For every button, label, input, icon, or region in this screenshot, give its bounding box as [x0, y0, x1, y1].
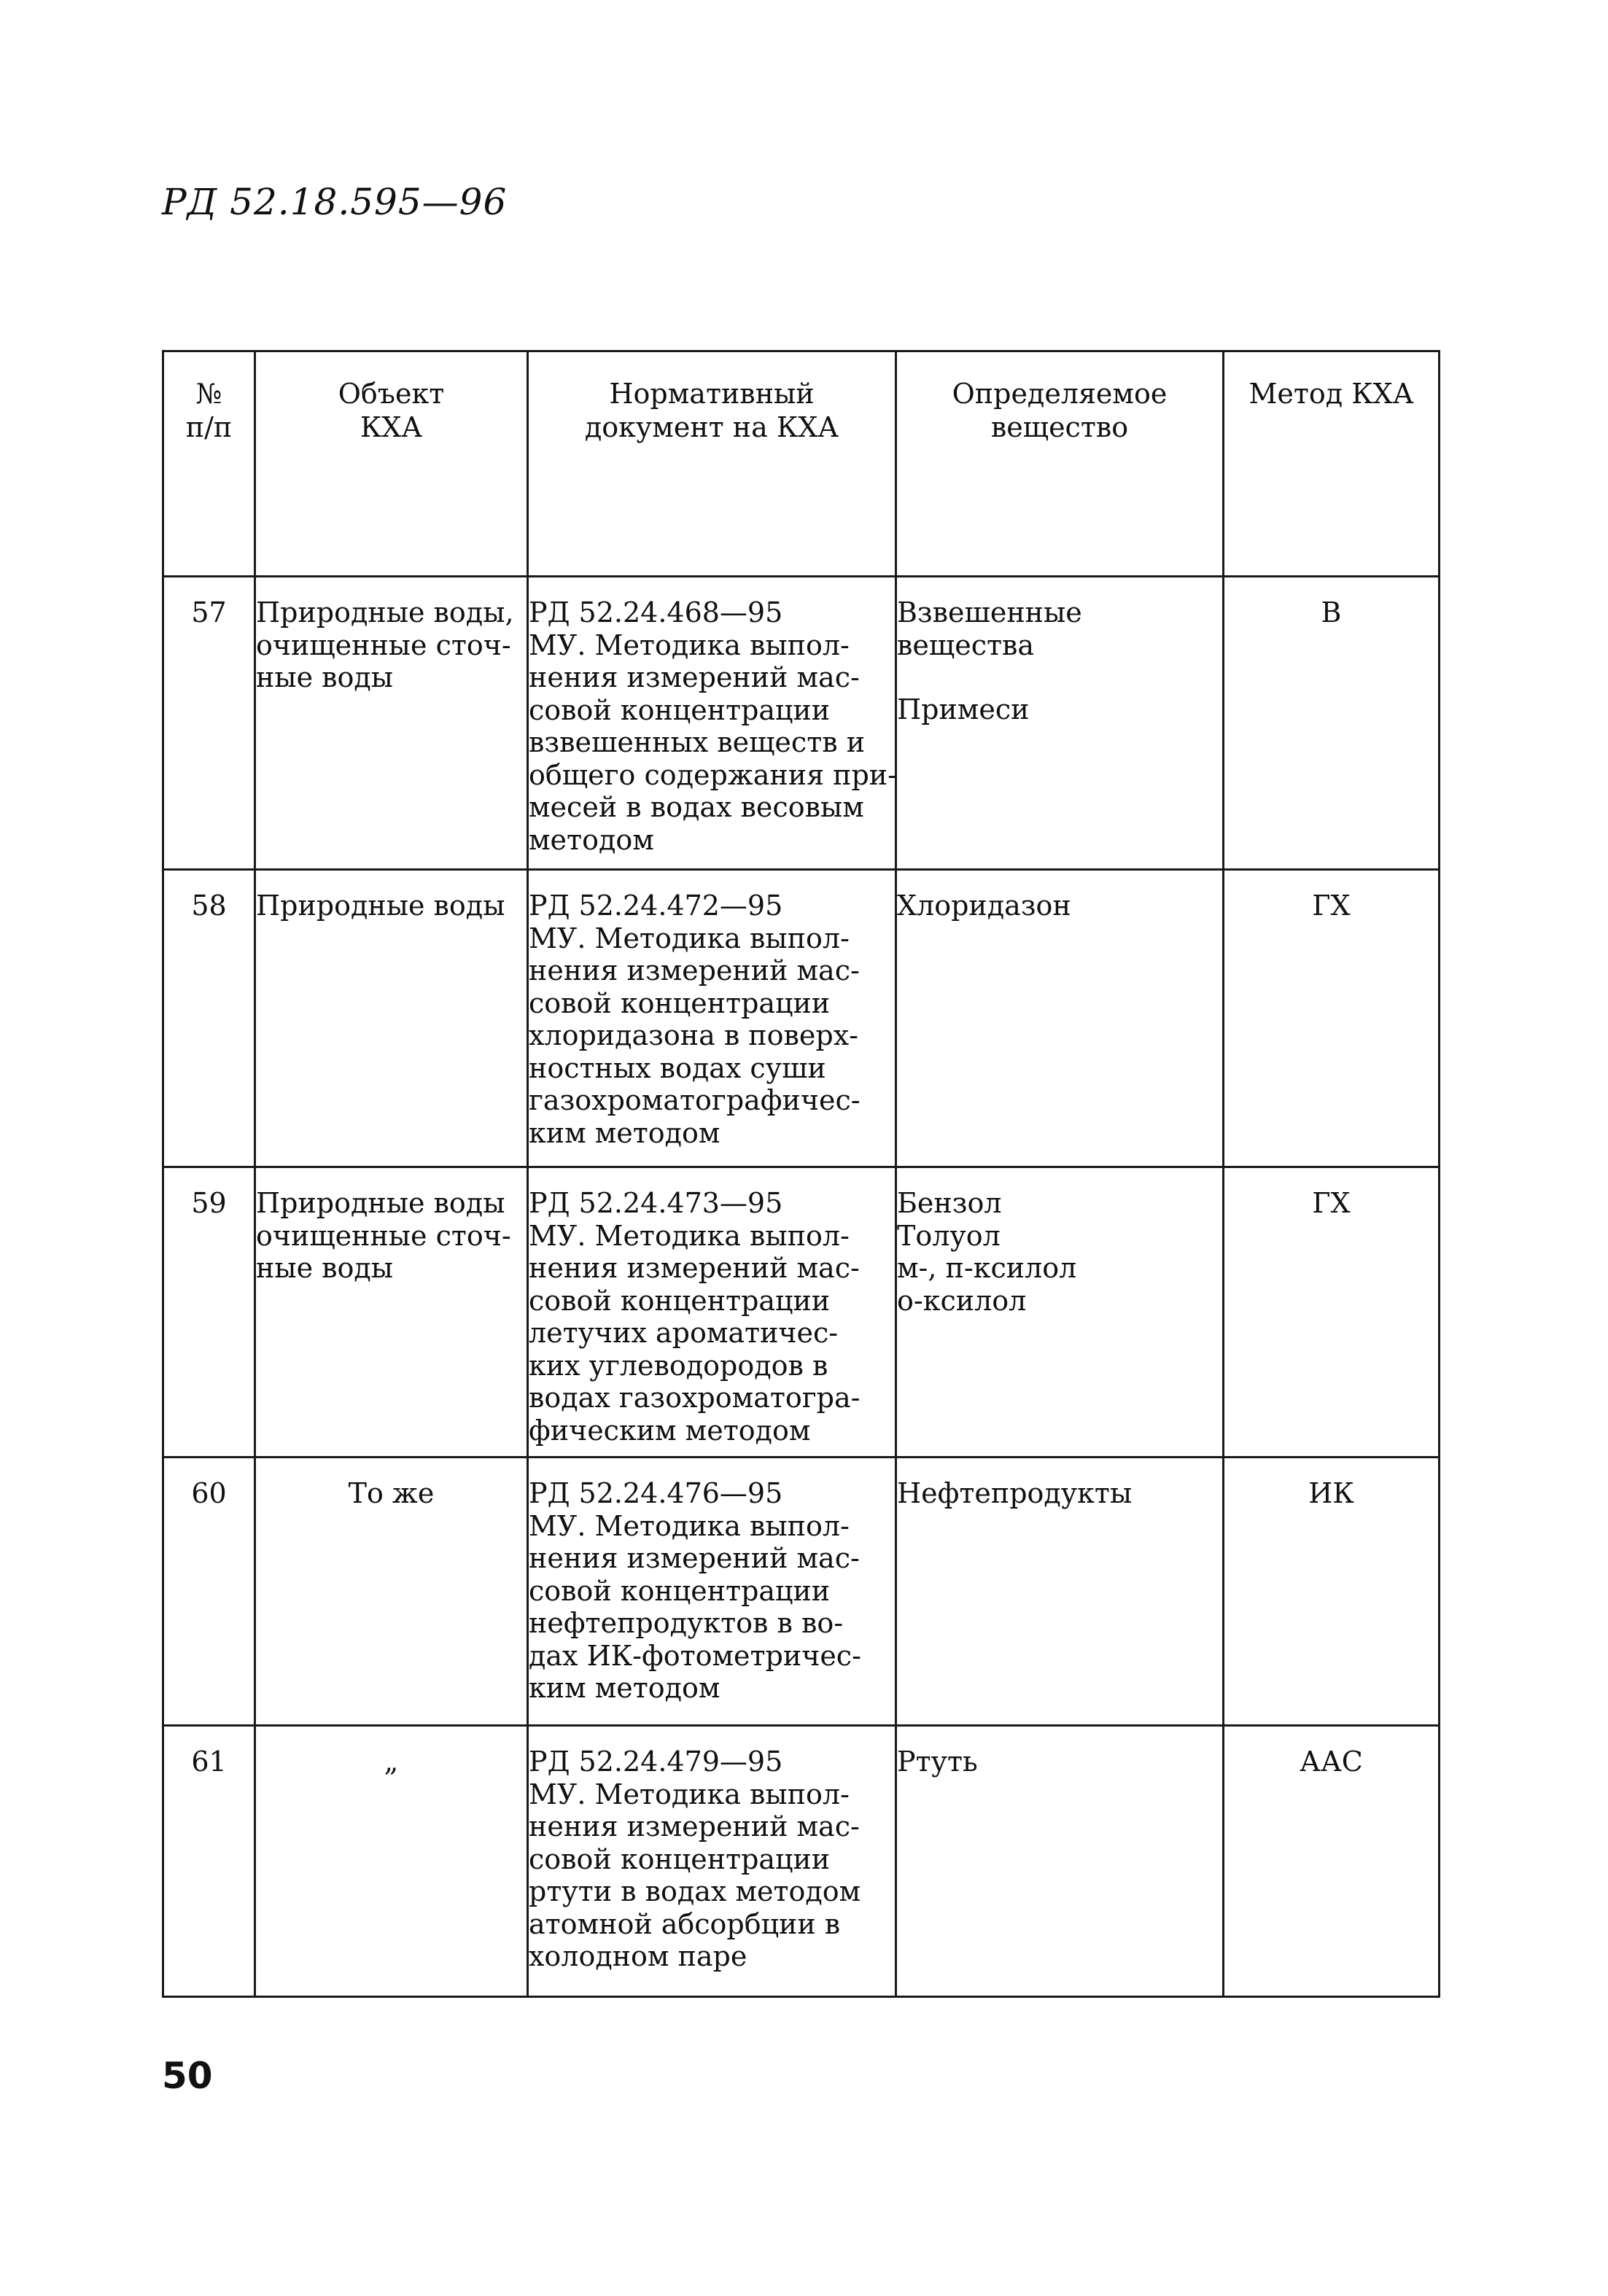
document-line: нения измерений мас-	[529, 1542, 860, 1574]
document-code: РД 52.18.595—96	[162, 181, 508, 223]
table-row	[163, 1726, 1440, 1997]
table-row	[163, 1458, 1440, 1726]
substance-gap	[897, 661, 1222, 693]
object-line: очищенные сточ-	[256, 629, 511, 661]
row-number: 58	[163, 870, 255, 1167]
substance-line: Хлоридазон	[897, 890, 1071, 922]
document-line: МУ. Методика выпол-	[529, 629, 850, 661]
header-num-line: №	[195, 378, 222, 410]
object-line: Природные воды	[256, 890, 505, 922]
document-line: нения измерений мас-	[529, 661, 860, 693]
document-line: совой концентрации	[529, 1842, 831, 1875]
substance-line: Примеси	[897, 693, 1030, 725]
row-document	[528, 1167, 896, 1458]
substance-line: Бензол	[897, 1187, 1002, 1219]
row-number: 57	[163, 577, 255, 870]
document-line: нения измерений мас-	[529, 954, 860, 986]
row-substance	[896, 1726, 1224, 1997]
header-document-line: документ на КХА	[584, 411, 839, 443]
document-line: взвешенных веществ и	[529, 726, 866, 758]
row-method: ГХ	[1224, 870, 1440, 1167]
document-line: МУ. Методика выпол-	[529, 1509, 850, 1542]
substance-line: Толуол	[897, 1219, 1001, 1252]
document-line: совой концентрации	[529, 1574, 831, 1607]
row-method: ГХ	[1224, 1167, 1440, 1458]
document-line: РД 52.24.479—95	[529, 1746, 783, 1778]
page-number: 50	[162, 2055, 213, 2097]
row-document	[528, 870, 896, 1167]
substance-line: м-, п-ксилол	[897, 1252, 1077, 1284]
row-substance	[896, 1167, 1224, 1458]
substance-line: Нефтепродукты	[897, 1477, 1133, 1509]
document-line: РД 52.24.476—95	[529, 1477, 783, 1509]
document-line: РД 52.24.473—95	[529, 1187, 783, 1219]
document-line: фическим методом	[529, 1414, 811, 1447]
object-line: ные воды	[256, 661, 394, 693]
object-line: Природные воды,	[256, 596, 514, 629]
document-line: нения измерений мас-	[529, 1252, 860, 1284]
substance-line: Взвешенные	[897, 596, 1082, 629]
document-line: ким методом	[529, 1672, 721, 1704]
row-document	[528, 1458, 896, 1726]
header-num-line: п/п	[185, 411, 233, 443]
substance-line: Ртуть	[897, 1746, 978, 1778]
header-object-line: Объект	[338, 378, 445, 410]
document-line: летучих ароматичес-	[529, 1317, 839, 1349]
document-line: водах газохроматогра-	[529, 1382, 861, 1414]
substance-line: о-ксилол	[897, 1284, 1027, 1317]
row-number: 60	[163, 1458, 255, 1726]
document-line: совой концентрации	[529, 693, 831, 726]
object-line: очищенные сточ-	[256, 1219, 511, 1252]
object-line: ные воды	[256, 1252, 394, 1284]
document-line: холодном паре	[529, 1940, 747, 1972]
row-substance	[896, 577, 1224, 870]
document-line: МУ. Методика выпол-	[529, 1219, 850, 1252]
header-method-line: Метод КХА	[1248, 378, 1414, 410]
document-line: РД 52.24.472—95	[529, 890, 783, 922]
object-line: То же	[348, 1477, 435, 1509]
header-num	[163, 351, 255, 577]
methods-table	[162, 350, 1440, 1998]
document-line: нения измерений мас-	[529, 1810, 860, 1842]
object-line: Природные воды	[256, 1187, 505, 1219]
header-substance-line: вещество	[990, 411, 1129, 443]
document-line: ртути в водах методом	[529, 1875, 861, 1907]
table-header-row	[163, 351, 1440, 577]
document-line: общего содержания при-	[529, 758, 897, 791]
document-line: совой концентрации	[529, 986, 831, 1019]
document-line: месей в водах весовым	[529, 791, 864, 823]
row-number: 61	[163, 1726, 255, 1997]
substance-line: вещества	[897, 629, 1035, 661]
row-object	[255, 1167, 528, 1458]
row-method: ИК	[1224, 1458, 1440, 1726]
table-body	[163, 577, 1440, 1997]
table-row	[163, 870, 1440, 1167]
row-object	[255, 577, 528, 870]
document-line: методом	[529, 823, 654, 856]
document-line: атомной абсорбции в	[529, 1907, 841, 1940]
row-number: 59	[163, 1167, 255, 1458]
row-document	[528, 1726, 896, 1997]
document-line: ностных водах суши	[529, 1051, 826, 1084]
object-line: „	[384, 1746, 399, 1778]
row-method: В	[1224, 577, 1440, 870]
header-document	[528, 351, 896, 577]
document-line: газохроматографичес-	[529, 1084, 861, 1116]
row-object	[255, 1458, 528, 1726]
row-object	[255, 870, 528, 1167]
document-line: нефтепродуктов в во-	[529, 1607, 844, 1639]
row-document	[528, 577, 896, 870]
document-line: ким методом	[529, 1116, 721, 1149]
header-method	[1224, 351, 1440, 577]
row-object	[255, 1726, 528, 1997]
row-substance	[896, 1458, 1224, 1726]
document-line: РД 52.24.468—95	[529, 596, 783, 629]
table-row	[163, 577, 1440, 870]
header-document-line: Нормативный	[609, 378, 815, 410]
document-line: хлоридазона в поверх-	[529, 1019, 858, 1051]
header-object	[255, 351, 528, 577]
document-line: МУ. Методика выпол-	[529, 922, 850, 954]
row-substance	[896, 870, 1224, 1167]
document-line: дах ИК-фотометричес-	[529, 1639, 861, 1672]
document-line: ких углеводородов в	[529, 1349, 828, 1382]
header-substance	[896, 351, 1224, 577]
table-row	[163, 1167, 1440, 1458]
header-substance-line: Определяемое	[952, 378, 1168, 410]
row-method: ААС	[1224, 1726, 1440, 1997]
document-line: совой концентрации	[529, 1284, 831, 1317]
document-line: МУ. Методика выпол-	[529, 1778, 850, 1810]
header-object-line: КХА	[360, 411, 423, 443]
